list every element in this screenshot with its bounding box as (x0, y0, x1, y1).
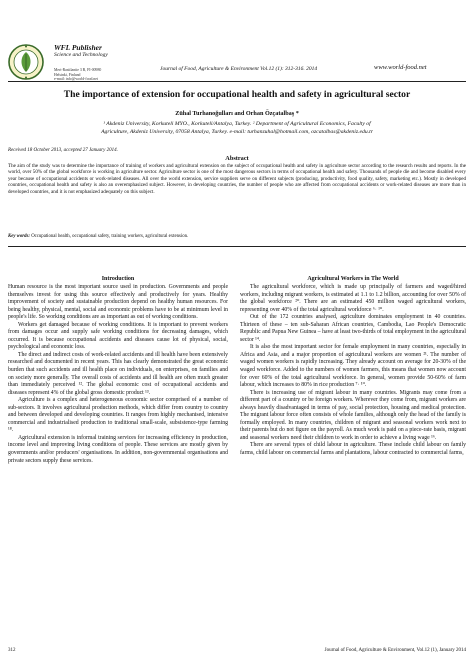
paragraph: Agricultural extension is informal training services for increasing efficiency in production, income level and improving living conditions of people. These services are mostly given by governments and/or producers' organisations. In addition, non-governmental organisations and private sectors supply these services. (8, 434, 228, 464)
paragraph: It is also the most important sector for female employment in many countries, especially in Africa and Asia, and a major proportion of agricultural workers are women ²¹. The number of waged women workers is rapidly increasing. They already account on average for 20-30% of the waged workforce. Added to the numbers of women farmers, this means that women now account for over 60% of the total agricultural workforce. In general, women provide 50-60% of farm labour, which increases to 80% in rice production ⁷· ¹⁰. (240, 344, 466, 389)
paragraph: There are several types of child labour in agriculture. These include child labour on family farms, child labour on commercial farms and plantations, labour contracted to commercial farms, (240, 442, 466, 457)
paragraph: Human resource is the most important source used in production. Governments and people themselves invest for using this source effectively and productively for years. Healthy improvement of society and sustainable production depend on healthy human resources. For being healthy, physical, mental, social and economic problems have to be at minimum level in people's life. So working conditions are as important as out of working conditions. (8, 284, 228, 321)
publisher-name: WFL Publisher (54, 43, 102, 52)
keywords-label: Key words: (8, 234, 30, 239)
paragraph: Agriculture is a complex and heterogeneous economic sector comprised of a number of sub-sectors. It involves agricultural production methods, which differ from country to country and between developed and developing countries. It ranges from highly mechanised, intensive commercial and industrialised production to traditional small-scale, subsistence-type farming ¹⁸. (8, 397, 228, 434)
address-line[interactable]: e-mail: info@world-food.net (54, 77, 98, 82)
keywords (8, 234, 466, 239)
paragraph: There is increasing use of migrant labour in many countries. Migrants may come from a different part of a country or be foreign workers. Wherever they come from, migrant workers are always heavily disadvantaged in terms of pay, social protection, housing and medical protection. The migrant labour force often consists of whole families, although only the head of the family is formally employed. In many countries, children of migrant and seasonal workers work next to their parents but do not figure on the payroll. As much work is paid on a piece-rate basis, migrant and seasonal workers need their children to work in order to achieve a living wage ¹⁶. (240, 389, 466, 441)
abstract-divider (8, 246, 466, 247)
article-title: The importance of extension for occupational health and safety in agricultural sector (63, 89, 411, 100)
publisher-logo-icon (8, 44, 44, 80)
publisher-subtitle: Science and Technology (54, 52, 108, 58)
paragraph: Out of the 172 countries analysed, agriculture dominates employment in 40 countries. Thirteen of these – ten sub-Saharan African countries, Cambodia, Lao People's Democratic Republic and Papua New Guinea – have at least two-thirds of total employment in the agricultural sector ¹⁴. (240, 314, 466, 343)
footer-journal: Journal of Food, Agriculture & Environment, Vol.12 (1), January 2014 (324, 648, 466, 653)
received-date: Received 18 October 2013, accepted 27 January 2014. (8, 148, 118, 153)
section-heading-introduction: Introduction (101, 276, 135, 282)
header-divider (8, 81, 466, 82)
section-heading-agricultural-workers: Agricultural Workers in The World (307, 276, 399, 282)
page-number: 312 (8, 648, 16, 653)
address-line: Helsinki, Finland (54, 72, 81, 77)
affiliation-line: ¹ Akdeniz University, Korkuteli MYO., Korkuteli/Antalya, Turkey. ² Department of Agricultural Economics, Faculty of (103, 121, 371, 127)
article-authors: Zühal Turhanoğulları and Orhan Özçatalbaş * (175, 110, 299, 117)
abstract-heading: Abstract (225, 155, 249, 162)
journal-website-link[interactable]: www.world-food.net (374, 64, 427, 71)
affiliation-line: Agriculture, Akdeniz University, 07058 Antalya, Turkey. e-mail: turhanzuhal@hotmail.com, ozcatalbas@akdeniz.edu.tr (101, 128, 373, 135)
paragraph: The direct and indirect costs of work-related accidents and ill health have been extensively researched and documented in recent years. This has clearly demonstrated the great economic burden that such accidents and ill health place on individuals, on enterprises, on families and on society more generally. The overall costs of accidents and ill health are often much greater than immediately perceived ¹². The global economic cost of occupational accidents and diseases represent 4% of the global gross domestic product ¹³. (8, 351, 228, 396)
address-line: Meri-Rastilantie 3 B, FI-00980 (54, 68, 102, 72)
keywords-text: Occupational health, occupational safety, training workers, agricultural extension. (31, 234, 189, 239)
left-column-body (8, 284, 228, 465)
abstract-text: The aim of the study was to determine the importance of training of workers and agricultural extension on the subject of occupational health and safety in agriculture sector according to the research results and reports. In the world, over 50% of the global workforce is working in agriculture sector. Agriculture sector is one of the most dangerous sectors in terms of occupational health and safety. Thousands of people die and become disabled every year because of occupational accidents or work-related diseases. All over the world extension, service suppliers serve on different subjects (producing, productivity, food quality, safety, marketing etc.). Mostly in developed countries, occupational health and safety is also an overemphasized subject. However, in developing countries, the number of people who are affected from occupational accidents or work-related diseases are more than in developed countries, and it is not emphasized adequately on this subject. (8, 163, 466, 195)
publisher-address (54, 68, 101, 82)
right-column-body (240, 284, 466, 458)
paragraph: The agricultural workforce, which is made up principally of farmers and waged/hired workers, including migrant workers, is estimated at 1.1 to 1.2 billion, accounting for over 50% of the global workforce ²⁰. There are an estimated 450 million waged agricultural workers, representing over 40% of the total agricultural workforce ⁶· ¹⁰. (240, 284, 466, 313)
paragraph: Workers get damaged because of working conditions. It is important to prevent workers from damages occur and supply safe working conditions for decreasing damages, which occurred. It is because occupational accidents and diseases cause lot of physical, social, psychological and economic loss. (8, 321, 228, 351)
journal-citation: Journal of Food, Agriculture & Environment Vol.12 (1): 312-316. 2014 (160, 66, 318, 72)
author-affiliations (20, 121, 454, 136)
